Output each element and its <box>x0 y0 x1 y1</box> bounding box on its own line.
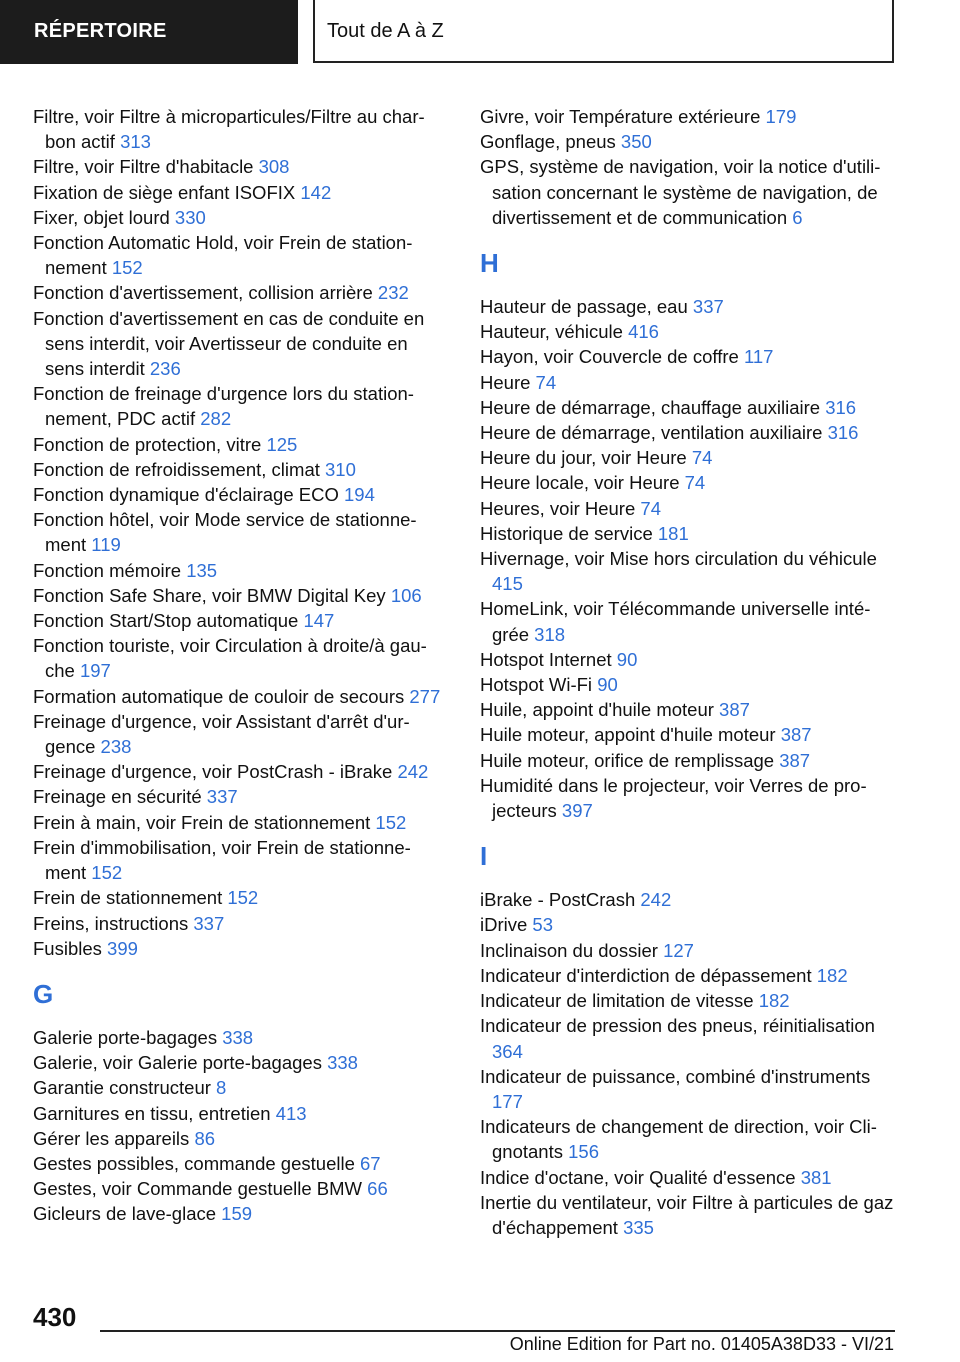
entry-text: Galerie porte-bagages <box>33 1026 218 1048</box>
entry-text: Gicleurs de lave-glace <box>33 1203 217 1225</box>
index-entry <box>33 1126 443 1151</box>
entry-text: Fonction Start/Stop automatique <box>33 610 299 632</box>
page-link[interactable]: 197 <box>79 660 111 682</box>
page-link[interactable]: 337 <box>692 296 724 318</box>
page-link[interactable]: 413 <box>275 1102 307 1124</box>
entry-text: Indicateur de pression des pneus, réinitialisation <box>480 1015 875 1037</box>
page-link[interactable]: 350 <box>620 131 652 153</box>
index-entry <box>33 784 443 809</box>
entry-text: Frein d'immobilisation, voir Frein de stationnement <box>33 836 411 884</box>
entry-text: iBrake - PostCrash <box>480 889 636 911</box>
page-link[interactable]: 335 <box>623 1216 654 1238</box>
index-entry <box>33 608 443 633</box>
index-entry <box>33 457 443 482</box>
page-link[interactable]: 236 <box>149 358 181 380</box>
entry-text: Gérer les appareils <box>33 1127 190 1149</box>
index-entry <box>480 988 900 1013</box>
index-entry <box>33 558 443 583</box>
page-link[interactable]: 318 <box>534 623 566 645</box>
entry-text: Indice d'octane, voir Qualité d'essence <box>480 1166 796 1188</box>
index-entry <box>33 1075 443 1100</box>
index-entry <box>33 633 443 683</box>
page-link[interactable]: 182 <box>758 990 790 1012</box>
entry-text: Heure <box>480 371 531 393</box>
index-entry <box>33 936 443 961</box>
index-entry <box>480 748 900 773</box>
entry-text: Filtre, voir Filtre d'habitacle <box>33 156 254 178</box>
page-link[interactable]: 53 <box>532 914 553 936</box>
index-entry <box>33 306 443 382</box>
page-link[interactable]: 242 <box>397 761 429 783</box>
index-entry <box>480 887 900 912</box>
index-entry <box>33 1151 443 1176</box>
entry-text: Huile moteur, appoint d'huile moteur <box>480 724 776 746</box>
page-link[interactable]: 8 <box>216 1077 227 1099</box>
page-link[interactable]: 90 <box>616 648 638 670</box>
page-link[interactable]: 194 <box>344 484 375 506</box>
index-entry <box>480 773 900 823</box>
entry-text: Fusibles <box>33 937 102 959</box>
entry-text: Garnitures en tissu, entretien <box>33 1102 271 1124</box>
index-entry <box>33 583 443 608</box>
index-entry <box>33 104 443 154</box>
entry-text: Heure locale, voir Heure <box>480 472 680 494</box>
entry-text: Hayon, voir Couvercle de coffre <box>480 346 739 368</box>
page-link[interactable]: 142 <box>300 181 332 203</box>
page-link[interactable]: 152 <box>227 887 259 909</box>
index-entry <box>480 1190 900 1240</box>
index-entry <box>33 180 443 205</box>
page-link[interactable]: 135 <box>186 559 218 581</box>
entry-text: Fonction d'avertissement en cas de conduite en sens interdit, voir Avertisseur de conduite en sens interdit <box>33 307 425 380</box>
page-link[interactable]: 337 <box>206 786 238 808</box>
index-entry <box>480 154 900 230</box>
entry-text: GPS, système de navigation, voir la notice d'utilisation concernant le système de navigation, de divertissement et de communication <box>480 156 881 228</box>
page-link[interactable]: 86 <box>194 1127 216 1149</box>
page-link[interactable]: 152 <box>375 811 407 833</box>
page-link[interactable]: 397 <box>561 800 593 822</box>
index-entry <box>480 596 900 646</box>
entry-text: Hotspot Internet <box>480 648 612 670</box>
index-entry <box>33 885 443 910</box>
entry-text: Freins, instructions <box>33 912 189 934</box>
entry-text: Indicateur d'interdiction de dépassement <box>480 964 812 986</box>
entry-text: Freinage d'urgence, voir Assistant d'arrêt d'urgence <box>33 710 410 758</box>
index-entry <box>33 280 443 305</box>
page-link[interactable]: 67 <box>360 1152 381 1174</box>
page-link[interactable]: 74 <box>535 371 557 393</box>
index-entry <box>480 938 900 963</box>
page-link[interactable]: 416 <box>628 321 659 343</box>
page-link[interactable]: 242 <box>640 889 672 911</box>
entry-text: Indicateur de puissance, combiné d'instruments <box>480 1065 871 1087</box>
index-entry <box>33 911 443 936</box>
page-link[interactable]: 415 <box>492 573 523 595</box>
section-tab-label: RÉPERTOIRE <box>34 20 167 42</box>
page-link[interactable]: 282 <box>200 408 232 430</box>
entry-text: Fonction de protection, vitre <box>33 433 262 455</box>
section-letter: I <box>480 841 488 872</box>
index-entry <box>480 420 900 445</box>
index-entry <box>33 810 443 835</box>
entry-text: Galerie, voir Galerie porte-bagages <box>33 1052 322 1074</box>
section-title: Tout de A à Z <box>327 20 444 42</box>
page-link[interactable]: 387 <box>719 699 750 721</box>
page-link[interactable]: 119 <box>91 534 121 556</box>
entry-text: Freinage en sécurité <box>33 786 202 808</box>
index-entry <box>480 722 900 747</box>
page-link[interactable]: 232 <box>377 282 409 304</box>
entry-text: iDrive <box>480 914 528 936</box>
page-link[interactable]: 74 <box>691 447 713 469</box>
page-link[interactable]: 156 <box>568 1141 599 1163</box>
entry-text: Frein de stationnement <box>33 887 223 909</box>
index-entry <box>480 1064 900 1114</box>
index-entry <box>33 381 443 431</box>
page-link[interactable]: 313 <box>120 131 151 153</box>
entry-text: Inclinaison du dossier <box>480 939 658 961</box>
entry-text: Indicateur de limitation de vitesse <box>480 990 754 1012</box>
entry-text: Heure du jour, voir Heure <box>480 447 687 469</box>
index-entry <box>480 1165 900 1190</box>
index-entry <box>480 963 900 988</box>
entry-text: HomeLink, voir Télécommande universelle intégrée <box>480 598 871 645</box>
index-column-right <box>480 104 900 1240</box>
index-entry <box>480 294 900 319</box>
page-link[interactable]: 308 <box>258 156 290 178</box>
entry-text: Huile, appoint d'huile moteur <box>480 699 714 721</box>
index-entry <box>33 1050 443 1075</box>
page-link[interactable]: 182 <box>816 964 848 986</box>
index-entry <box>480 370 900 395</box>
entry-text: Fonction hôtel, voir Mode service de stationnement <box>33 509 417 556</box>
entry-text: Inertie du ventilateur, voir Filtre à particules de gaz d'échappement <box>480 1191 894 1238</box>
entry-text: Heures, voir Heure <box>480 497 636 519</box>
index-entry <box>480 129 900 154</box>
entry-text: Fonction Automatic Hold, voir Frein de stationnement <box>33 232 413 279</box>
page-link[interactable]: 399 <box>107 937 138 959</box>
index-entry <box>480 672 900 697</box>
index-entry <box>480 395 900 420</box>
index-entry <box>480 697 900 722</box>
index-entry <box>33 1201 443 1226</box>
entry-text: Freinage d'urgence, voir PostCrash - iBrake <box>33 761 393 783</box>
page-link[interactable]: 152 <box>91 862 123 884</box>
page-link[interactable]: 6 <box>792 206 803 228</box>
page-link[interactable]: 106 <box>390 584 422 606</box>
page-link[interactable]: 147 <box>303 610 335 632</box>
index-entry <box>33 709 443 759</box>
entry-text: Indicateurs de changement de direction, voir Clignotants <box>480 1116 877 1163</box>
section-letter: H <box>480 248 499 279</box>
page-link[interactable]: 179 <box>765 106 797 127</box>
entry-text: Hauteur, véhicule <box>480 321 623 343</box>
index-entry <box>480 912 900 937</box>
index-column-left <box>33 104 443 1227</box>
index-entry <box>33 230 443 280</box>
entry-text: Gestes, voir Commande gestuelle BMW <box>33 1178 363 1200</box>
index-entry <box>33 684 443 709</box>
page-link[interactable]: 74 <box>684 472 706 494</box>
section-tab[interactable] <box>0 0 298 64</box>
entry-text: Heure de démarrage, chauffage auxiliaire <box>480 396 821 418</box>
page-link[interactable]: 364 <box>492 1040 523 1062</box>
index-entry <box>33 482 443 507</box>
page-link[interactable]: 125 <box>266 433 298 455</box>
entry-text: Givre, voir Température extérieure <box>480 106 761 127</box>
index-entry <box>480 546 900 596</box>
page-link[interactable]: 277 <box>409 685 441 707</box>
index-entry <box>480 445 900 470</box>
index-entry <box>480 470 900 495</box>
edition-footer: Online Edition for Part no. 01405A38D33 - VI/21 <box>509 1334 894 1354</box>
index-entry <box>480 647 900 672</box>
entry-text: Fonction de refroidissement, climat <box>33 458 320 480</box>
entry-text: Fonction touriste, voir Circulation à droite/à gauche <box>33 635 427 682</box>
entry-text: Fonction d'avertissement, collision arrière <box>33 282 373 304</box>
entry-text: Fonction de freinage d'urgence lors du stationnement, PDC actif <box>33 383 414 430</box>
page-link[interactable]: 117 <box>743 346 774 368</box>
page-link[interactable]: 387 <box>780 724 812 746</box>
entry-text: Huile moteur, orifice de remplissage <box>480 749 775 771</box>
entry-text: Fonction Safe Share, voir BMW Digital Key <box>33 584 386 606</box>
index-entry <box>33 154 443 179</box>
page-link[interactable]: 66 <box>367 1178 388 1200</box>
entry-text: Fixer, objet lourd <box>33 206 170 228</box>
index-entry <box>33 759 443 784</box>
page-link[interactable]: 387 <box>779 749 811 771</box>
entry-text: Hivernage, voir Mise hors circulation du véhicule <box>480 548 877 570</box>
entry-text: Fixation de siège enfant ISOFIX <box>33 181 296 203</box>
index-entry <box>480 319 900 344</box>
index-entry <box>33 835 443 885</box>
page-link[interactable]: 181 <box>657 522 689 544</box>
page-link[interactable]: 90 <box>597 674 618 696</box>
index-entry <box>33 1101 443 1126</box>
page-link[interactable]: 159 <box>221 1203 253 1225</box>
page-link[interactable]: 330 <box>174 206 206 228</box>
index-entry <box>33 432 443 457</box>
page-link[interactable]: 338 <box>222 1026 254 1048</box>
page-link[interactable]: 316 <box>825 396 857 418</box>
page-link[interactable]: 310 <box>325 458 356 480</box>
index-entry <box>33 1176 443 1201</box>
entry-text: Heure de démarrage, ventilation auxiliaire <box>480 422 823 444</box>
page-link[interactable]: 338 <box>327 1052 358 1074</box>
footer-divider <box>100 1330 895 1332</box>
index-entry <box>480 1013 900 1063</box>
index-entry <box>480 344 900 369</box>
section-header <box>313 0 894 63</box>
page-link[interactable]: 316 <box>827 422 859 444</box>
entry-text: Garantie constructeur <box>33 1077 211 1099</box>
index-entry <box>480 1114 900 1164</box>
section-letter: G <box>33 978 54 1009</box>
entry-text: Fonction dynamique d'éclairage ECO <box>33 484 339 506</box>
page-link[interactable]: 238 <box>100 736 132 758</box>
index-entry <box>480 104 900 129</box>
entry-text: Humidité dans le projecteur, voir Verres de projecteurs <box>480 774 867 822</box>
entry-text: Frein à main, voir Frein de stationnement <box>33 811 371 833</box>
index-entry <box>480 521 900 546</box>
page-link[interactable]: 74 <box>640 497 661 519</box>
entry-text: Formation automatique de couloir de secours <box>33 685 405 707</box>
entry-text: Hauteur de passage, eau <box>480 296 688 318</box>
page-link[interactable]: 127 <box>663 939 694 961</box>
page-link[interactable]: 177 <box>492 1090 523 1112</box>
index-entry <box>33 507 443 557</box>
index-entry <box>33 205 443 230</box>
index-entry <box>480 496 900 521</box>
page-link[interactable]: 381 <box>800 1166 832 1188</box>
page-link[interactable]: 337 <box>193 912 225 934</box>
entry-text: Filtre, voir Filtre à microparticules/Filtre au charbon actif <box>33 106 425 153</box>
page-number: 430 <box>33 1302 77 1332</box>
entry-text: Fonction mémoire <box>33 559 182 581</box>
page-link[interactable]: 152 <box>111 257 143 279</box>
entry-text: Hotspot Wi-Fi <box>480 674 593 696</box>
entry-text: Gestes possibles, commande gestuelle <box>33 1152 355 1174</box>
index-entry <box>33 1025 443 1050</box>
entry-text: Historique de service <box>480 522 653 544</box>
entry-text: Gonflage, pneus <box>480 131 616 153</box>
